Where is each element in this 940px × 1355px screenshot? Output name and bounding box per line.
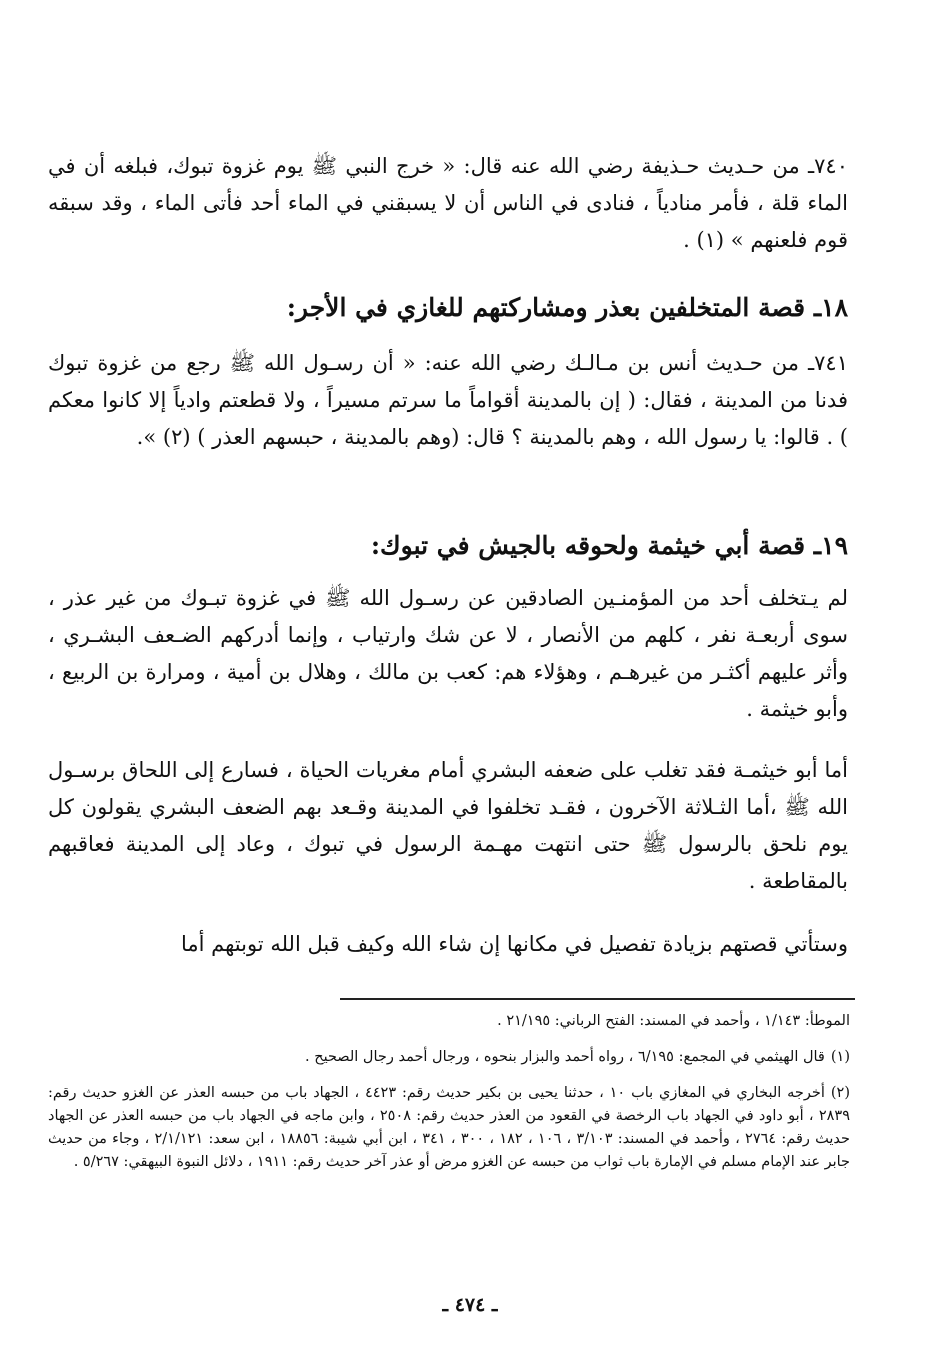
hadith-740-text: ٧٤٠ـ من حـديث حـذيفة رضي الله عنه قال: « خرج النبي ﷺ يوم غزوة تبوك، فبلغه أن في الماء قلة ، فأمر منادياً ، فنادى في الناس أن لا يسبقني في الماء أحد فأتى الماء ، وقد سبقه قوم فلعنهم » (١) . [48,154,848,252]
page-number: ـ ٤٧٤ ـ [442,1294,498,1316]
section-19-paragraph-2: أما أبو خيثمـة فقد تغلب على ضعفه البشري أمام مغريات الحياة ، فسارع إلى اللحاق برسـول الله ﷺ ،أما الثـلاثة الآخرون ، فقـد تخلفوا في المدينة وقـعد بهم الضعف البشري يقولون كل يوم نلحق بالرسول ﷺ حتى انتهت مهـمة الرسول في تبوك ، وعاد إلى المدينة فعاقبهم بالمقاطعة . [48,758,848,893]
section-19-paragraph-3: وستأتي قصتهم بزيادة تفصيل في مكانها إن شاء الله وكيف قبل الله توبتهم أما [180,932,848,956]
footnote-2-marker: (٢) [830,1085,850,1101]
section-19-paragraph-2-block [48,752,848,900]
footnote-divider [340,998,855,1000]
hadith-741-block [48,345,848,456]
footnote-2-text: أخرجه البخاري في المغازي باب ١٠ ، حدثنا يحيى بن بكير حديث رقم: ٤٤٢٣ ، الجهاد باب من حبسه العذر عن الغزو حديث رقم: ٢٨٣٩ ، أبو داود في الجهاد باب الرخصة في القعود من العذر حديث رقم: ٢٥٠٨ ، وابن ماجه في الجهاد باب من حبسه العذر عن الجهاد حديث رقم: ٢٧٦٤ ، وأحمد في المسند: ٣/١٠٣ ، ١٠٦ ، ١٨٢ ، ٣٠٠ ، ٣٤١ ، ابن أبي شيبة: ١٨٨٥٦ ، ابن سعد: ٢/١/١٢١ ، وجاء من حديث جابر عند الإمام مسلم في الإمارة باب ثواب من حبسه عن الغزو مرض أو عذر آخر حديث رقم: ١٩١١ ، دلائل النبوة البيهقي: ٥/٢٦٧ . [48,1085,850,1170]
section-19-heading-block [48,526,848,566]
section-19-paragraph-1: لم يـتخلف أحد من المؤمنـين الصادقين عن رسـول الله ﷺ في غزوة تبـوك من غير عذر ، سوى أربعـة نفر ، كلهم من الأنصار ، لا عن شك وارتياب ، وإنما أدركهم الضـعف البشـري ، وأثر عليهم أكثـر من غيرهـم ، وهؤلاء هم: كعب بن مالك ، وهلال بن أمية ، ومرارة بن الربيع ، وأبو خيثمة . [48,586,848,721]
footnote-1-marker: (١) [830,1049,850,1065]
footnote-1 [48,1046,850,1069]
footnote-1-text: قال الهيثمي في المجمع: ٦/١٩٥ ، رواه أحمد والبزار بنحوه ، ورجال أحمد رجال الصحيح . [304,1049,825,1065]
footnote-continuation-text: الموطأ: ١/١٤٣ ، وأحمد في المسند: الفتح الرباني: ٢١/١٩٥ . [497,1013,850,1029]
footnote-continuation [48,1010,850,1033]
hadith-740-block [48,148,848,259]
hadith-741-text: ٧٤١ـ من حـديث أنس بن مـالـك رضي الله عنه: « أن رسـول الله ﷺ رجع من غزوة تبوك فدنا من المدينة ، فقال: ( إن بالمدينة أقواماً ما سرتم مسيراً ، ولا قطعتم وادياً إلا كانوا معكم ) . قالوا: يا رسول الله ، وهم بالمدينة ؟ قال: (وهم بالمدينة ، حبسهم العذر ) (٢) ». [48,351,848,449]
section-19-heading: ١٩ـ قصة أبي خيثمة ولحوقه بالجيش في تبوك: [370,531,848,560]
section-19-paragraph-3-block [48,926,848,963]
section-18-heading: ١٨ـ قصة المتخلفين بعذر ومشاركتهم للغازي في الأجر: [286,293,848,322]
section-19-paragraph-1-block [48,580,848,728]
footnote-2 [48,1082,850,1174]
section-18-heading-block [48,288,848,328]
